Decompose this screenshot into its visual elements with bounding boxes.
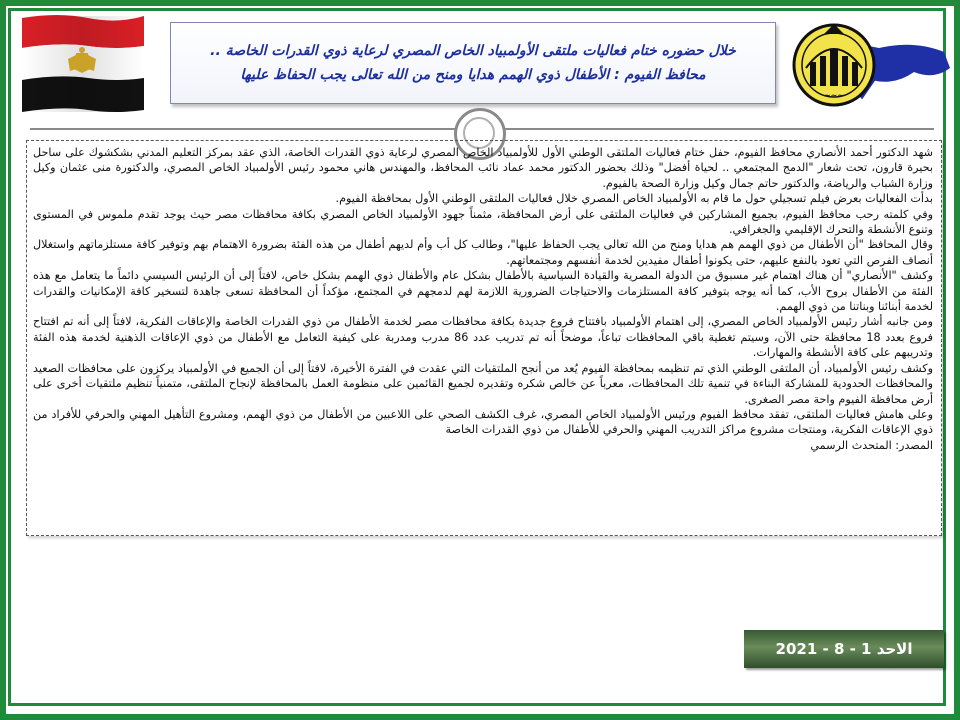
headline-line-2: محافظ الفيوم : الأطفال ذوي الهمم هدايا ومنح من الله تعالى يجب الحفاظ عليها xyxy=(240,67,706,83)
date-text: الاحد 1 - 8 - 2021 xyxy=(775,640,913,658)
article-paragraph: وكشف رئيس الأولمبياد، أن الملتقى الوطني الذي تم تنظيمه بمحافظة الفيوم يُعد من أنجح الملتقيات التي عقدت في الفترة الأخيرة، لافتاً إلى أن الجميع في الأولمبياد يركزون على محافظات الصعيد والمحافظات الحدودية للمشاركة البناءة في تنمية تلك المحافظات، معرباً عن خالص شكره وتقديره لجميع القائمين على منظومة العمل بالمحافظة لإنجاح الملتقى، متمنياً تنظيم ملتقيات أخرى على أرض محافظة الفيوم واحة مصر الصغرى. xyxy=(33,361,933,406)
date-badge xyxy=(744,630,944,668)
egypt-flag-icon xyxy=(18,12,146,114)
article-paragraph: بدأت الفعاليات بعرض فيلم تسجيلي حول ما قام به الأولمبياد الخاص المصري خلال فعاليات الملتقى الوطني الأول بمحافظة الفيوم. xyxy=(335,192,933,206)
headline-box xyxy=(170,22,776,104)
article-body xyxy=(26,140,942,536)
headline-line-1: خلال حضوره ختام فعاليات ملتقى الأولمبياد الخاص المصري لرعاية ذوي القدرات الخاصة .. xyxy=(210,43,736,59)
article-source: المصدر: المتحدث الرسمي xyxy=(810,438,933,452)
article-paragraph: شهد الدكتور أحمد الأنصاري محافظ الفيوم، حفل ختام فعاليات الملتقى الوطني الأول للأولمبياد الخاص المصري لرعاية ذوي القدرات الخاصة، الذي عقد بمركز التعليم المدني بشكشوك على ساحل بحيرة قارون، تحت شعار "الدمج المجتمعي .. لحياة أفضل" وذلك بحضور الدكتور محمد عماد نائب المحافظ، والمهندس هاني محمود رئيس الأولمبياد الخاص المصري، والدكتورة منى عثمان وكيل وزارة الشباب والرياضة، والدكتور حاتم جمال وكيل وزارة الصحة بالفيوم. xyxy=(33,146,933,190)
article-paragraph: وعلى هامش فعاليات الملتقى، تفقد محافظ الفيوم ورئيس الأولمبياد الخاص المصري، غرف الكشف الصحي على اللاعبين من الأطفال من ذوي الهمم، ومشروع التأهيل المهني والحرفي للأفراد من ذوي الإعاقات الفكرية، ومنتجات مشروع مراكز التدريب المهني والحرفي للأطفال من ذوي القدرات الخاصة xyxy=(33,407,933,437)
article-paragraph: ومن جانبه أشار رئيس الأولمبياد الخاص المصري، إلى اهتمام الأولمبياد بافتتاح فروع جديدة بكافة محافظات مصر لخدمة الأطفال من ذوي القدرات الخاصة والإعاقات الفكرية، لافتاً إلى أنه تم افتتاح فروع بعدد 18 محافظة حتى الآن، وسيتم تغطية باقي المحافظات تباعاً، موضحاً أنه تم تدريب عدد 86 مدرب ومدربة على كيفية التعامل مع الأطفال من ذوي الإعاقات الذهنية لخدمة هذه الفئة وتدريبهم على كافة الأنشطة والمهارات. xyxy=(33,315,934,360)
article-paragraph: وقال المحافظ "أن الأطفال من ذوي الهمم هم هدايا ومنح من الله تعالى يجب الحفاظ عليها"، وطالب كل أب وأم لديهم أطفال من هذه الفئة بضرورة الاهتمام بهم وتوفير كافة مستلزماتهم واستغلال أنصاف الفرص التي تعود بالنفع عليهم، حتى يكونوا أطفال مفيدين لخدمة أنفسهم ومجتمعاتهم. xyxy=(33,238,933,267)
article-paragraph: وفي كلمته رحب محافظ الفيوم، بجميع المشاركين في فعاليات الملتقى على أرض المحافظة، مثمناً جهود الأولمبياد الخاص المصري بكافة محافظات مصر حيث يوجد تقدم ملموس في المستوى وتنوع الأنشطة والتحرك الإقليمي والجغرافي. xyxy=(33,207,933,237)
svg-text:~~~: ~~~ xyxy=(823,91,845,100)
article-paragraph: وكشف "الأنصاري" أن هناك اهتمام غير مسبوق من الدولة المصرية والقيادة السياسية بالأطفال بشكل عام والأطفال ذوي الهمم بشكل خاص، لافتاً إلى أن الرئيس السيسي دائماً ما يتعامل مع هذه الفئة من الأطفال بروح الأب، كما أنه يوجه بتوفير كافة المستلزمات والاحتياجات الضرورية اللازمة لهم لدمجهم في المجتمع، مؤكداً أن المحافظة تسعى جاهدة لتسخير كافة الإمكانيات والقدرات لخدمة أبنائنا وبناتنا من ذوي الهمم. xyxy=(33,269,933,314)
governorate-logo-icon xyxy=(784,10,954,120)
